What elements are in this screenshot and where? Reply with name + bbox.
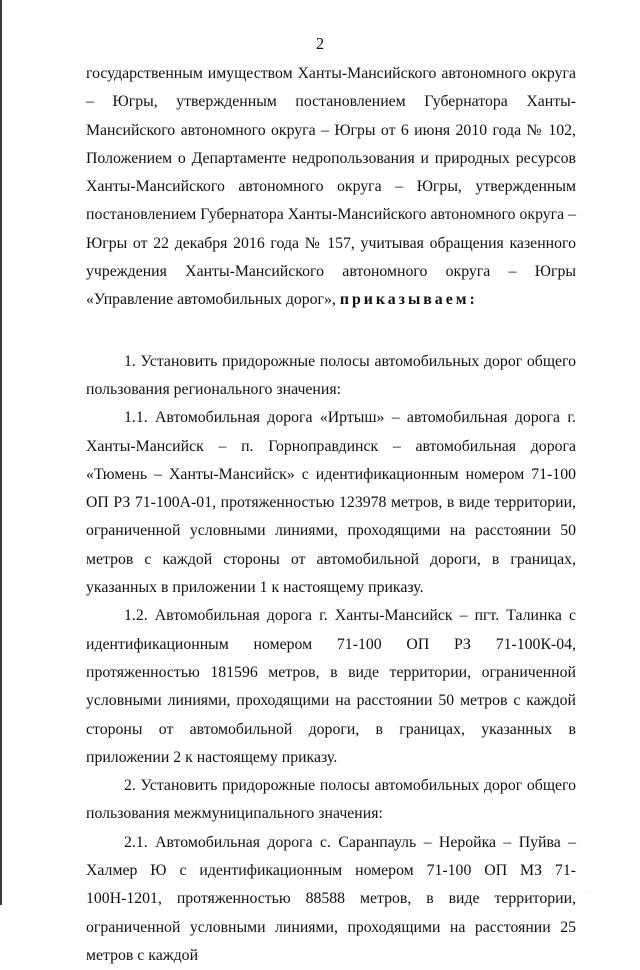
intro-paragraph	[86, 60, 576, 315]
item-1-2: 1.2. Автомобильная дорога г. Ханты-Мансийск – пгт. Талинка с идентификационным номером 71-100 ОП РЗ 71-100К-04, протяженностью 181596 метров, в виде территории, ограниченной условными линиями, проходящими на расстоянии 50 метров с каждой стороны от автомобильной дороги, в границах, указанных в приложении 2 к настоящему приказу.	[86, 607, 576, 766]
paragraph-gap	[86, 315, 576, 348]
document-body	[86, 60, 576, 970]
page-number: 2	[315, 34, 325, 53]
item-2: 2. Установить придорожные полосы автомобильных дорог общего пользования межмуниципального значения:	[86, 777, 576, 823]
item-2-1: 2.1. Автомобильная дорога с. Саранпауль – Неройка – Пуйва – Халмер Ю с идентификационным номером 71-100 ОП МЗ 71-100Н-1201, протяженностью 88588 метров, в виде территории, ограниченной условными линиями, проходящими на расстоянии 25 метров с каждой	[86, 833, 576, 964]
item-1-1: 1.1. Автомобильная дорога «Иртыш» – автомобильная дорога г. Ханты-Мансийск – п. Горноправдинск – автомобильная дорога «Тюмень – Ханты-Мансийск» с идентификационным номером 71-100 ОП РЗ 71-100А-01, протяженностью 123978 метров, в виде территории, ограниченной условными линиями, проходящими на расстоянии 50 метров с каждой стороны от автомобильной дороги, в границах, указанных в приложении 1 к настоящему приказу.	[86, 409, 576, 597]
scan-left-border	[0, 0, 2, 905]
item-1: 1. Установить придорожные полосы автомобильных дорог общего пользования регионального значения:	[86, 352, 576, 398]
scan-artifact: · · · · ·	[572, 889, 600, 897]
order-word: приказываем:	[339, 291, 478, 309]
intro-text: государственным имуществом Ханты-Мансийского автономного округа – Югры, утвержденным постановлением Губернатора Ханты-Мансийского автономного округа – Югры от 6 июня 2010 года № 102, Положением о Департаменте недропользования и природных ресурсов Ханты-Мансийского автономного округа – Югры, утвержденным постановлением Губернатора Ханты-Мансийского автономного округа – Югры от 22 декабря 2016 года № 157, учитывая обращения казенного учреждения Ханты-Мансийского автономного округа – Югры «Управление автомобильных дорог»,	[86, 65, 576, 309]
